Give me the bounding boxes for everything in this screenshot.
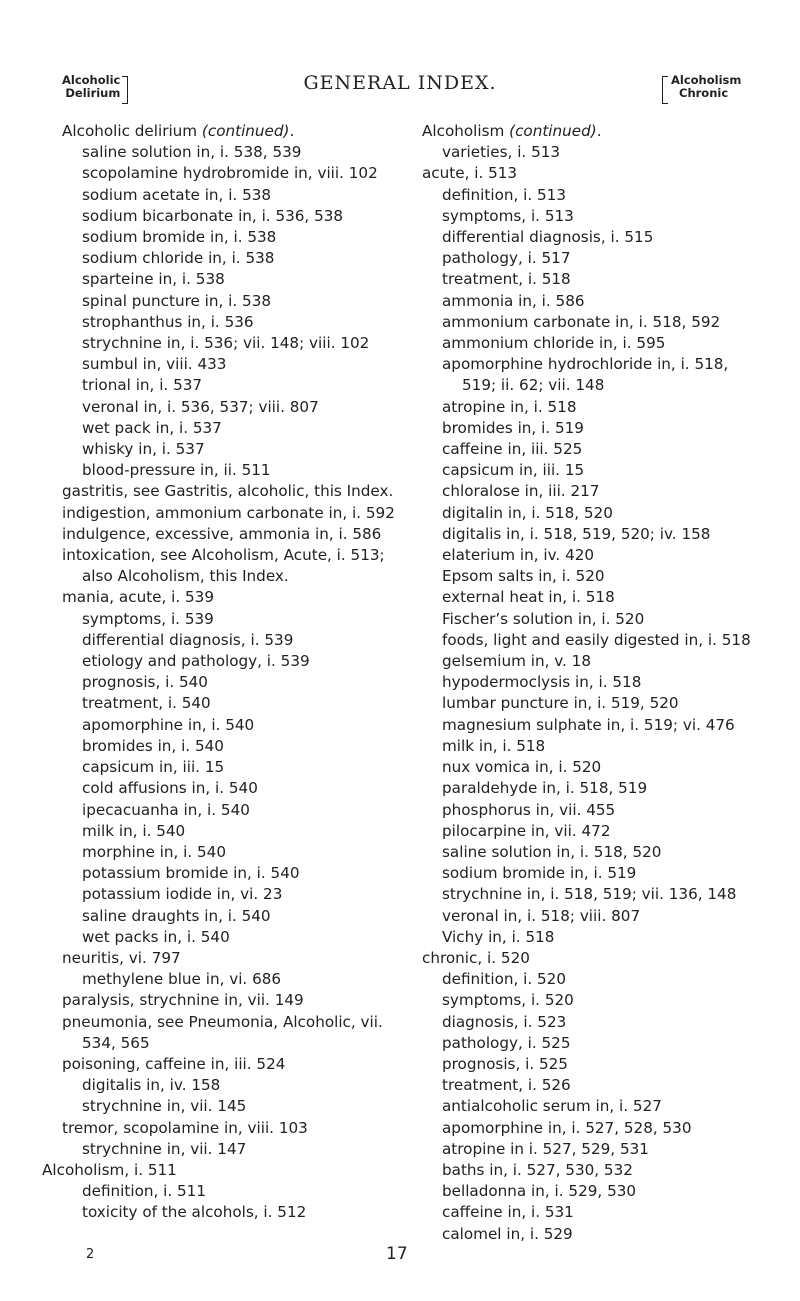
index-entry — [62, 545, 407, 587]
index-entry — [62, 312, 407, 333]
index-entry — [62, 842, 407, 863]
entry-text: digitalin in, i. 518, 520 — [442, 503, 613, 522]
entry-text: ammonium chloride in, i. 595 — [442, 334, 666, 353]
entry-text: chronic, i. 520 — [422, 948, 530, 967]
entry-text: symptoms, i. 513 — [442, 206, 574, 225]
index-entry — [422, 630, 767, 651]
entry-text: treatment, i. 540 — [82, 694, 211, 713]
index-entry — [62, 291, 407, 312]
signature-mark: 2 — [86, 1247, 95, 1262]
entry-text: gelsemium in, v. 18 — [442, 652, 592, 671]
entry-text: blood-pressure in, ii. 511 — [82, 461, 271, 480]
entry-text: bromides in, i. 519 — [442, 418, 584, 437]
index-entry — [62, 969, 407, 990]
entry-punctuation: . — [596, 122, 602, 140]
index-entry — [62, 460, 407, 481]
entry-continued-note: (continued) — [201, 122, 290, 140]
index-entry — [422, 672, 767, 693]
entry-text: differential diagnosis, i. 539 — [82, 630, 294, 649]
index-entry — [422, 651, 767, 672]
index-entry — [62, 1096, 407, 1117]
entry-text: saline draughts in, i. 540 — [82, 906, 271, 925]
index-entry — [422, 439, 767, 460]
entry-text: Epsom salts in, i. 520 — [442, 567, 605, 586]
index-entry — [422, 481, 767, 502]
index-entry — [62, 163, 407, 184]
entry-text: treatment, i. 518 — [442, 270, 571, 289]
index-entry — [422, 821, 767, 842]
entry-text: wet pack in, i. 537 — [82, 418, 222, 437]
entry-text: methylene blue in, vi. 686 — [82, 970, 282, 989]
index-entry — [62, 736, 407, 757]
entry-text: milk in, i. 540 — [82, 821, 186, 840]
entry-text: paralysis, strychnine in, vii. 149 — [62, 991, 304, 1010]
entry-text: strychnine in, vii. 147 — [82, 1139, 247, 1158]
index-entry — [422, 1012, 767, 1033]
entry-text: veronal in, i. 518; viii. 807 — [442, 906, 641, 925]
entry-punctuation: . — [289, 122, 295, 140]
entry-text: strychnine in, vii. 145 — [82, 1097, 247, 1116]
entry-text: baths in, i. 527, 530, 532 — [442, 1160, 633, 1179]
entry-text: strychnine in, i. 518, 519; vii. 136, 148 — [442, 885, 737, 904]
index-entry — [422, 206, 767, 227]
entry-text: strophanthus in, i. 536 — [82, 312, 254, 331]
entry-text: lumbar puncture in, i. 519, 520 — [442, 694, 679, 713]
index-entry — [62, 1075, 407, 1096]
index-entry — [62, 142, 407, 163]
index-entry — [422, 291, 767, 312]
entry-text: whisky in, i. 537 — [82, 440, 205, 459]
running-head-right-top: Alcoholism — [671, 73, 742, 87]
entry-text: antialcoholic serum in, i. 527 — [442, 1097, 662, 1116]
index-entry — [62, 503, 407, 524]
index-entry — [422, 1224, 767, 1245]
entry-text: saline solution in, i. 518, 520 — [442, 842, 662, 861]
index-entry — [42, 1160, 407, 1181]
entry-text: Alcoholism, i. 511 — [42, 1160, 177, 1179]
index-entry — [62, 757, 407, 778]
page-title: GENERAL INDEX. — [303, 72, 497, 94]
index-entry — [62, 672, 407, 693]
entry-text: diagnosis, i. 523 — [442, 1012, 567, 1031]
index-entry — [422, 1139, 767, 1160]
page-number: 17 — [386, 1244, 408, 1264]
index-entry — [62, 1181, 407, 1202]
entry-text: pneumonia, see Pneumonia, Alcoholic, vii. 534, 565 — [62, 1012, 383, 1052]
index-entry — [422, 163, 767, 184]
entry-text: intoxication, see Alcoholism, Acute, i. 513; also Alcoholism, this Index. — [62, 546, 385, 586]
index-entry — [62, 906, 407, 927]
entry-text: nux vomica in, i. 520 — [442, 758, 602, 777]
entry-text: ammonium carbonate in, i. 518, 592 — [442, 312, 721, 331]
entry-text: varieties, i. 513 — [442, 143, 561, 162]
entry-text: caffeine in, iii. 525 — [442, 440, 583, 459]
index-entry — [62, 206, 407, 227]
index-entry — [62, 693, 407, 714]
entry-text: spinal puncture in, i. 538 — [82, 291, 272, 310]
entry-text: trional in, i. 537 — [82, 376, 203, 395]
entry-text: sumbul in, viii. 433 — [82, 355, 227, 374]
index-entry — [62, 990, 407, 1011]
index-entry — [62, 375, 407, 396]
index-entry — [422, 842, 767, 863]
index-entry — [62, 524, 407, 545]
entry-text: milk in, i. 518 — [442, 736, 546, 755]
index-entry — [422, 312, 767, 333]
entry-text: bromides in, i. 540 — [82, 736, 224, 755]
index-entry — [422, 418, 767, 439]
entry-text: acute, i. 513 — [422, 164, 518, 183]
entry-text: sodium bicarbonate in, i. 536, 538 — [82, 206, 344, 225]
index-entry — [422, 248, 767, 269]
entry-text: sodium bromide in, i. 519 — [442, 864, 637, 883]
entry-text: phosphorus in, vii. 455 — [442, 800, 616, 819]
entry-text: tremor, scopolamine in, viii. 103 — [62, 1118, 308, 1137]
index-entry — [62, 481, 407, 502]
entry-text: etiology and pathology, i. 539 — [82, 652, 310, 671]
index-entry — [62, 821, 407, 842]
entry-text: hypodermoclysis in, i. 518 — [442, 673, 642, 692]
entry-text: chloralose in, iii. 217 — [442, 482, 600, 501]
entry-text: treatment, i. 526 — [442, 1076, 571, 1095]
entry-text: Alcoholism — [422, 122, 510, 140]
index-entry — [422, 757, 767, 778]
index-entry — [62, 269, 407, 290]
entry-text: ammonia in, i. 586 — [442, 291, 585, 310]
entry-text: external heat in, i. 518 — [442, 588, 615, 607]
index-entry — [422, 227, 767, 248]
index-entry — [422, 906, 767, 927]
entry-text: calomel in, i. 529 — [442, 1224, 573, 1243]
entry-text: atropine in i. 527, 529, 531 — [442, 1139, 649, 1158]
index-entry — [62, 884, 407, 905]
entry-text: apomorphine in, i. 540 — [82, 715, 255, 734]
entry-text: indigestion, ammonium carbonate in, i. 592 — [62, 503, 395, 522]
index-entry — [422, 693, 767, 714]
entry-text: Fischer’s solution in, i. 520 — [442, 609, 645, 628]
index-entry — [422, 1202, 767, 1223]
index-entry — [62, 863, 407, 884]
entry-text: pilocarpine in, vii. 472 — [442, 821, 611, 840]
index-entry — [422, 1118, 767, 1139]
index-entry — [62, 185, 407, 206]
running-head-left-top: Alcoholic — [62, 73, 121, 87]
index-entry — [62, 333, 407, 354]
index-entry — [62, 948, 407, 969]
entry-text: capsicum in, iii. 15 — [82, 758, 225, 777]
entry-text: definition, i. 511 — [82, 1182, 207, 1201]
index-entry — [62, 715, 407, 736]
entry-text: apomorphine in, i. 527, 528, 530 — [442, 1118, 692, 1137]
entry-text: sodium chloride in, i. 538 — [82, 249, 275, 268]
index-entry — [422, 715, 767, 736]
index-entry — [422, 545, 767, 566]
index-entry — [422, 460, 767, 481]
entry-text: cold affusions in, i. 540 — [82, 779, 258, 798]
index-entry — [422, 587, 767, 608]
entry-text: digitalis in, i. 518, 519, 520; iv. 158 — [442, 524, 711, 543]
entry-text: definition, i. 520 — [442, 970, 567, 989]
entry-text: potassium bromide in, i. 540 — [82, 864, 300, 883]
entry-text: atropine in, i. 518 — [442, 397, 577, 416]
index-entry — [422, 969, 767, 990]
entry-text: toxicity of the alcohols, i. 512 — [82, 1203, 307, 1222]
entry-text: digitalis in, iv. 158 — [82, 1076, 221, 1095]
index-entry — [422, 884, 767, 905]
entry-text: wet packs in, i. 540 — [82, 927, 230, 946]
index-entry — [422, 524, 767, 545]
entry-text: prognosis, i. 540 — [82, 673, 208, 692]
index-entry — [422, 736, 767, 757]
entry-text: symptoms, i. 520 — [442, 991, 574, 1010]
entry-text: foods, light and easily digested in, i. 518 — [442, 630, 751, 649]
entry-text: neuritis, vi. 797 — [62, 948, 181, 967]
entry-text: caffeine in, i. 531 — [442, 1203, 574, 1222]
index-entry — [422, 800, 767, 821]
index-entry — [62, 354, 407, 375]
index-entry — [62, 651, 407, 672]
index-entry — [422, 948, 767, 969]
entry-text: poisoning, caffeine in, iii. 524 — [62, 1054, 286, 1073]
index-entry — [422, 121, 767, 142]
index-entry — [62, 227, 407, 248]
running-head-left-bottom: Delirium — [65, 86, 121, 100]
index-entry — [62, 418, 407, 439]
entry-text: mania, acute, i. 539 — [62, 588, 215, 607]
index-entry — [422, 142, 767, 163]
bracket-left-decoration — [662, 76, 668, 104]
index-entry — [62, 800, 407, 821]
entry-text: magnesium sulphate in, i. 519; vi. 476 — [442, 715, 735, 734]
entry-text: capsicum in, iii. 15 — [442, 461, 585, 480]
entry-text: sparteine in, i. 538 — [82, 270, 225, 289]
index-entry — [62, 609, 407, 630]
index-entry — [422, 1075, 767, 1096]
index-entry — [422, 503, 767, 524]
index-entry — [422, 609, 767, 630]
index-entry — [422, 333, 767, 354]
index-entry — [62, 1118, 407, 1139]
index-entry — [422, 354, 767, 396]
entry-text: scopolamine hydrobromide in, viii. 102 — [82, 164, 378, 183]
entry-text: indulgence, excessive, ammonia in, i. 586 — [62, 524, 382, 543]
entry-text: definition, i. 513 — [442, 185, 567, 204]
index-entry — [62, 1054, 407, 1075]
entry-text: sodium acetate in, i. 538 — [82, 185, 272, 204]
entry-text: elaterium in, iv. 420 — [442, 546, 595, 565]
entry-text: symptoms, i. 539 — [82, 609, 214, 628]
entry-text: potassium iodide in, vi. 23 — [82, 885, 283, 904]
index-entry — [422, 1033, 767, 1054]
entry-text: belladonna in, i. 529, 530 — [442, 1182, 637, 1201]
index-entry — [422, 1054, 767, 1075]
entry-text: pathology, i. 525 — [442, 1033, 571, 1052]
entry-text: strychnine in, i. 536; vii. 148; viii. 102 — [82, 334, 370, 353]
entry-text: apomorphine hydrochloride in, i. 518, 519; ii. 62; vii. 148 — [442, 355, 729, 395]
index-entry — [62, 1202, 407, 1223]
index-entry — [422, 927, 767, 948]
index-entry — [422, 863, 767, 884]
index-entry — [422, 185, 767, 206]
index-entry — [422, 778, 767, 799]
index-entry — [62, 927, 407, 948]
entry-text: paraldehyde in, i. 518, 519 — [442, 779, 648, 798]
index-entry — [62, 121, 407, 142]
index-entry — [62, 587, 407, 608]
entry-text: morphine in, i. 540 — [82, 842, 226, 861]
index-entry — [422, 269, 767, 290]
index-entry — [422, 990, 767, 1011]
index-entry — [62, 439, 407, 460]
index-entry — [62, 778, 407, 799]
index-entry — [422, 397, 767, 418]
index-entry — [422, 1160, 767, 1181]
index-entry — [62, 397, 407, 418]
entry-text: gastritis, see Gastritis, alcoholic, this Index. — [62, 482, 394, 501]
running-head-right-bottom: Chronic — [679, 86, 729, 100]
index-entry — [62, 1139, 407, 1160]
entry-text: pathology, i. 517 — [442, 249, 571, 268]
index-entry — [422, 566, 767, 587]
entry-text: prognosis, i. 525 — [442, 1054, 568, 1073]
entry-text: Alcoholic delirium — [62, 122, 202, 140]
index-entry — [422, 1181, 767, 1202]
entry-text: veronal in, i. 536, 537; viii. 807 — [82, 397, 319, 416]
entry-text: saline solution in, i. 538, 539 — [82, 143, 302, 162]
index-entry — [422, 1096, 767, 1117]
entry-text: sodium bromide in, i. 538 — [82, 228, 277, 247]
entry-text: differential diagnosis, i. 515 — [442, 228, 654, 247]
entry-text: Vichy in, i. 518 — [442, 927, 555, 946]
index-entry — [62, 630, 407, 651]
running-head-right — [662, 74, 741, 100]
entry-text: ipecacuanha in, i. 540 — [82, 800, 250, 819]
entry-continued-note: (continued) — [509, 122, 597, 140]
index-column-left — [42, 121, 407, 1224]
index-column-right — [422, 121, 767, 1245]
index-entry — [62, 248, 407, 269]
index-entry — [62, 1012, 407, 1054]
